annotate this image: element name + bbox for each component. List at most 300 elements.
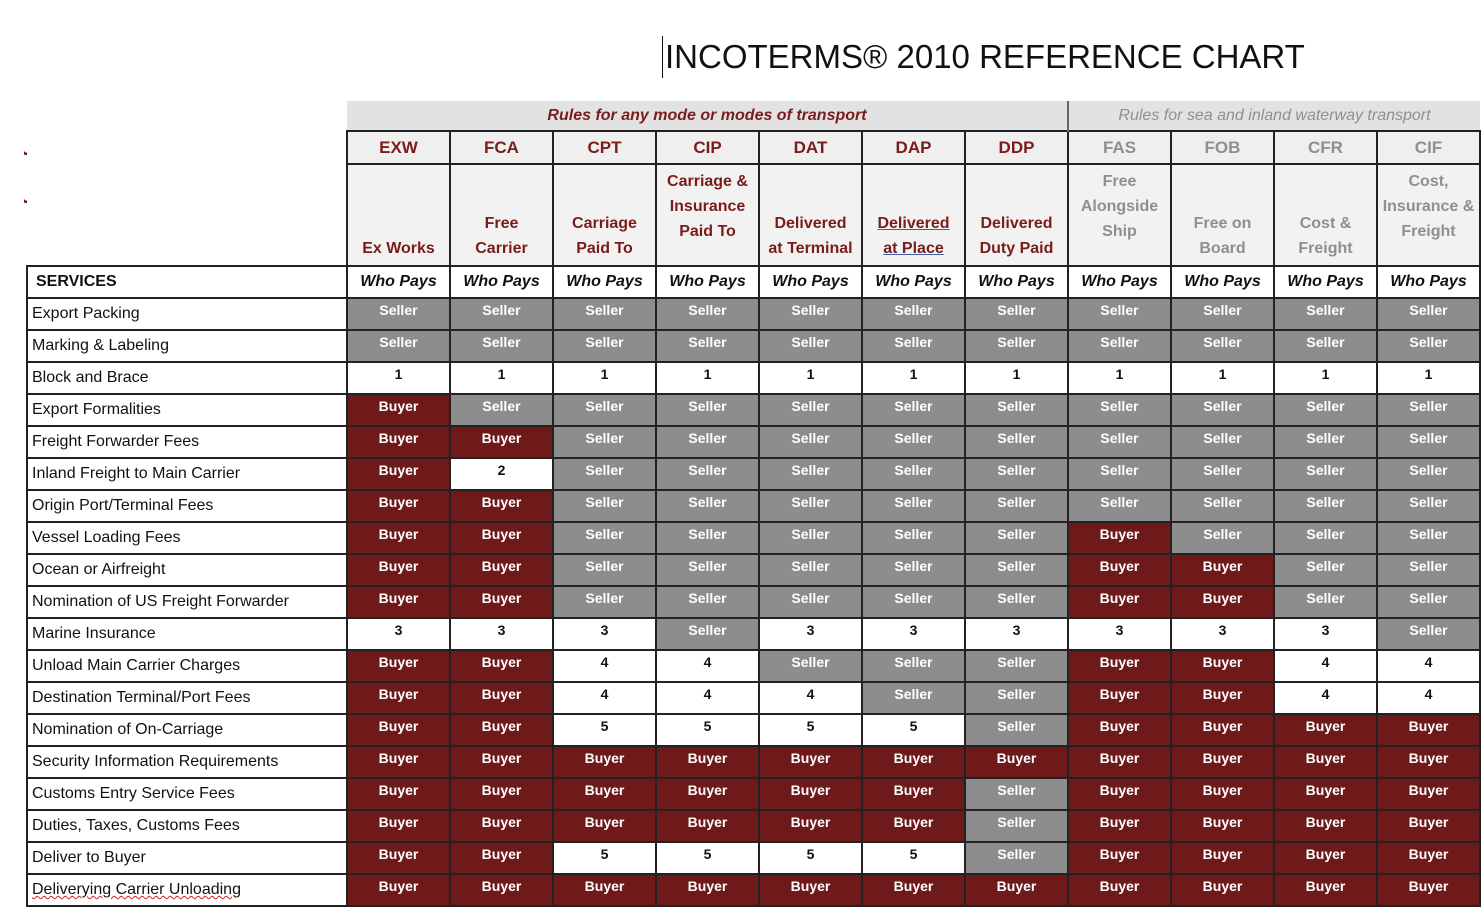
service-name [27, 778, 347, 810]
service-label: Deliverying Carrier Unloading [32, 881, 241, 898]
cell-dap-num: 5 [862, 714, 965, 746]
cell-cip-seller: Seller [656, 586, 759, 618]
cell-cfr-buyer: Buyer [1274, 874, 1377, 906]
cell-dat-seller: Seller [759, 586, 862, 618]
cell-cif-seller: Seller [1377, 330, 1480, 362]
cell-fas-seller: Seller [1068, 394, 1171, 426]
cell-ddp-buyer: Buyer [965, 874, 1068, 906]
table-row [27, 458, 1480, 490]
cell-ddp-seller: Seller [965, 298, 1068, 330]
cell-cip-seller: Seller [656, 298, 759, 330]
cell-exw-num: 1 [347, 362, 450, 394]
cell-fas-buyer: Buyer [1068, 554, 1171, 586]
cell-cfr-seller: Seller [1274, 490, 1377, 522]
table-row [27, 746, 1480, 778]
service-name [27, 682, 347, 714]
cell-ddp-seller: Seller [965, 554, 1068, 586]
cell-ddp-seller: Seller [965, 778, 1068, 810]
cell-ddp-seller: Seller [965, 714, 1068, 746]
term-desc-line: at Place [883, 240, 944, 257]
cell-dap-buyer: Buyer [862, 746, 965, 778]
cell-fca-buyer: Buyer [450, 650, 553, 682]
term-desc-cip [656, 164, 759, 266]
who-pays-cip: Who Pays [656, 266, 759, 298]
term-desc-line: Freight [1298, 240, 1353, 257]
logo-area [27, 101, 347, 266]
cell-ddp-buyer: Buyer [965, 746, 1068, 778]
service-name [27, 522, 347, 554]
term-code-ddp: DDP [965, 131, 1068, 164]
table-row [27, 330, 1480, 362]
cell-exw-buyer: Buyer [347, 554, 450, 586]
term-code-dat: DAT [759, 131, 862, 164]
who-pays-ddp: Who Pays [965, 266, 1068, 298]
cell-cif-num: 4 [1377, 650, 1480, 682]
service-label: Deliver to Buyer [32, 849, 146, 866]
services-header: SERVICES [27, 266, 347, 298]
cell-exw-buyer: Buyer [347, 714, 450, 746]
term-desc-line: Cost & [1299, 215, 1352, 232]
cell-cpt-seller: Seller [553, 490, 656, 522]
cell-cif-seller: Seller [1377, 490, 1480, 522]
cell-dap-seller: Seller [862, 298, 965, 330]
cell-fob-seller: Seller [1171, 522, 1274, 554]
term-desc-line: Ex Works [362, 240, 435, 257]
cell-exw-buyer: Buyer [347, 426, 450, 458]
table-row [27, 810, 1480, 842]
term-desc-line: Free [484, 215, 519, 232]
service-label: Ocean or Airfreight [32, 561, 166, 578]
cell-fas-buyer: Buyer [1068, 650, 1171, 682]
cell-exw-seller: Seller [347, 298, 450, 330]
term-desc-cif [1377, 164, 1480, 266]
service-label: Customs Entry Service Fees [32, 785, 235, 802]
cell-fob-buyer: Buyer [1171, 554, 1274, 586]
cell-exw-buyer: Buyer [347, 458, 450, 490]
term-desc-line: Carriage [572, 215, 637, 232]
cell-ddp-seller: Seller [965, 490, 1068, 522]
cell-exw-buyer: Buyer [347, 682, 450, 714]
cell-fas-buyer: Buyer [1068, 714, 1171, 746]
cell-exw-buyer: Buyer [347, 778, 450, 810]
cell-cpt-num: 3 [553, 618, 656, 650]
cell-dap-num: 5 [862, 842, 965, 874]
cell-cip-buyer: Buyer [656, 874, 759, 906]
cell-fob-num: 1 [1171, 362, 1274, 394]
cell-cip-seller: Seller [656, 618, 759, 650]
cell-dat-seller: Seller [759, 394, 862, 426]
cell-exw-buyer: Buyer [347, 490, 450, 522]
cell-cip-buyer: Buyer [656, 778, 759, 810]
cell-ddp-seller: Seller [965, 522, 1068, 554]
cell-fas-num: 1 [1068, 362, 1171, 394]
cell-cpt-seller: Seller [553, 586, 656, 618]
cell-fca-num: 2 [450, 458, 553, 490]
cell-fca-buyer: Buyer [450, 554, 553, 586]
cell-fca-num: 3 [450, 618, 553, 650]
cell-exw-num: 3 [347, 618, 450, 650]
table-row [27, 842, 1480, 874]
cell-cif-seller: Seller [1377, 586, 1480, 618]
cell-cfr-num: 4 [1274, 650, 1377, 682]
cell-cfr-buyer: Buyer [1274, 714, 1377, 746]
cell-dat-num: 4 [759, 682, 862, 714]
cell-cif-buyer: Buyer [1377, 874, 1480, 906]
cell-cfr-seller: Seller [1274, 394, 1377, 426]
cell-fob-buyer: Buyer [1171, 650, 1274, 682]
service-name [27, 810, 347, 842]
cell-dat-buyer: Buyer [759, 778, 862, 810]
cell-ddp-num: 1 [965, 362, 1068, 394]
who-pays-cfr: Who Pays [1274, 266, 1377, 298]
cell-fca-buyer: Buyer [450, 682, 553, 714]
chart-title: INCOTERMS® 2010 REFERENCE CHART [662, 36, 1305, 78]
cell-cfr-buyer: Buyer [1274, 778, 1377, 810]
cell-dap-buyer: Buyer [862, 810, 965, 842]
cell-fob-buyer: Buyer [1171, 714, 1274, 746]
cell-cif-num: 1 [1377, 362, 1480, 394]
term-desc-cfr [1274, 164, 1377, 266]
cell-cip-num: 5 [656, 714, 759, 746]
table-row [27, 426, 1480, 458]
term-desc-line: Paid To [679, 223, 736, 240]
term-desc-line: Delivered [980, 215, 1053, 232]
service-name [27, 426, 347, 458]
cell-cip-seller: Seller [656, 426, 759, 458]
table-row [27, 586, 1480, 618]
service-label: Origin Port/Terminal Fees [32, 497, 214, 514]
cell-cpt-seller: Seller [553, 330, 656, 362]
cell-fca-buyer: Buyer [450, 810, 553, 842]
cell-cfr-seller: Seller [1274, 298, 1377, 330]
term-code-fas: FAS [1068, 131, 1171, 164]
table-row [27, 554, 1480, 586]
cell-cpt-buyer: Buyer [553, 874, 656, 906]
cell-fob-buyer: Buyer [1171, 874, 1274, 906]
service-name [27, 586, 347, 618]
service-name [27, 714, 347, 746]
cell-fca-buyer: Buyer [450, 522, 553, 554]
cell-cif-seller: Seller [1377, 426, 1480, 458]
cell-cpt-num: 5 [553, 842, 656, 874]
cell-cpt-seller: Seller [553, 426, 656, 458]
group-sea: Rules for sea and inland waterway transport [1068, 101, 1480, 131]
service-name [27, 362, 347, 394]
service-name [27, 618, 347, 650]
cell-dat-seller: Seller [759, 490, 862, 522]
cell-fob-buyer: Buyer [1171, 586, 1274, 618]
term-code-cip: CIP [656, 131, 759, 164]
service-label: Block and Brace [32, 369, 149, 386]
cell-fas-buyer: Buyer [1068, 778, 1171, 810]
cell-cif-seller: Seller [1377, 522, 1480, 554]
cell-cfr-seller: Seller [1274, 522, 1377, 554]
cell-cip-seller: Seller [656, 394, 759, 426]
term-desc-line: Insurance & [1382, 198, 1475, 215]
table-row [27, 778, 1480, 810]
cell-fas-seller: Seller [1068, 330, 1171, 362]
cell-dat-seller: Seller [759, 554, 862, 586]
cell-cip-seller: Seller [656, 458, 759, 490]
cell-fob-buyer: Buyer [1171, 746, 1274, 778]
cell-dat-seller: Seller [759, 426, 862, 458]
cell-fas-seller: Seller [1068, 458, 1171, 490]
cell-fca-buyer: Buyer [450, 842, 553, 874]
cell-cpt-buyer: Buyer [553, 778, 656, 810]
cell-fas-seller: Seller [1068, 490, 1171, 522]
term-desc-line: at Terminal [768, 240, 853, 257]
cell-cip-num: 4 [656, 650, 759, 682]
cell-dap-buyer: Buyer [862, 874, 965, 906]
cell-fas-seller: Seller [1068, 426, 1171, 458]
cell-cfr-seller: Seller [1274, 426, 1377, 458]
cell-fca-buyer: Buyer [450, 746, 553, 778]
cell-exw-seller: Seller [347, 330, 450, 362]
cell-dap-seller: Seller [862, 650, 965, 682]
term-desc-fca [450, 164, 553, 266]
term-desc-line: Delivered [877, 215, 950, 232]
cell-dat-num: 5 [759, 842, 862, 874]
cell-cip-num: 4 [656, 682, 759, 714]
cell-dap-num: 1 [862, 362, 965, 394]
cell-dat-seller: Seller [759, 522, 862, 554]
cell-ddp-seller: Seller [965, 458, 1068, 490]
cell-dat-num: 5 [759, 714, 862, 746]
cell-fas-buyer: Buyer [1068, 586, 1171, 618]
cell-exw-buyer: Buyer [347, 650, 450, 682]
cell-cfr-seller: Seller [1274, 330, 1377, 362]
cell-fca-num: 1 [450, 362, 553, 394]
service-label: Vessel Loading Fees [32, 529, 181, 546]
cell-cfr-seller: Seller [1274, 554, 1377, 586]
cell-cif-buyer: Buyer [1377, 842, 1480, 874]
service-name [27, 394, 347, 426]
cell-fas-num: 3 [1068, 618, 1171, 650]
cell-cpt-num: 4 [553, 682, 656, 714]
cell-dat-buyer: Buyer [759, 746, 862, 778]
service-label: Export Packing [32, 305, 140, 322]
table-row [27, 874, 1480, 906]
term-code-dap: DAP [862, 131, 965, 164]
cell-cfr-seller: Seller [1274, 586, 1377, 618]
term-code-exw: EXW [347, 131, 450, 164]
who-pays-row [27, 266, 1480, 298]
cell-cip-seller: Seller [656, 330, 759, 362]
cell-cif-seller: Seller [1377, 458, 1480, 490]
term-desc-line: Cost, [1408, 173, 1449, 190]
cell-exw-buyer: Buyer [347, 810, 450, 842]
cell-dat-buyer: Buyer [759, 810, 862, 842]
service-name [27, 490, 347, 522]
cell-cfr-num: 1 [1274, 362, 1377, 394]
cell-ddp-num: 3 [965, 618, 1068, 650]
cell-cfr-num: 4 [1274, 682, 1377, 714]
table-row [27, 522, 1480, 554]
term-desc-dap [862, 164, 965, 266]
cell-dap-seller: Seller [862, 490, 965, 522]
cell-fca-buyer: Buyer [450, 714, 553, 746]
table-row [27, 362, 1480, 394]
cell-dat-num: 3 [759, 618, 862, 650]
who-pays-dat: Who Pays [759, 266, 862, 298]
cell-cfr-num: 3 [1274, 618, 1377, 650]
cell-dap-seller: Seller [862, 330, 965, 362]
cell-cpt-seller: Seller [553, 458, 656, 490]
cell-cif-buyer: Buyer [1377, 778, 1480, 810]
table-row [27, 394, 1480, 426]
cell-cfr-buyer: Buyer [1274, 810, 1377, 842]
group-any-mode: Rules for any mode or modes of transport [347, 101, 1068, 131]
cell-dap-seller: Seller [862, 522, 965, 554]
service-name [27, 650, 347, 682]
cell-ddp-seller: Seller [965, 394, 1068, 426]
term-desc-fob [1171, 164, 1274, 266]
cell-dat-buyer: Buyer [759, 874, 862, 906]
service-label: Marking & Labeling [32, 337, 169, 354]
service-name [27, 298, 347, 330]
term-desc-line: Insurance [669, 198, 746, 215]
cell-fas-buyer: Buyer [1068, 746, 1171, 778]
service-label: Destination Terminal/Port Fees [32, 689, 251, 706]
term-desc-exw [347, 164, 450, 266]
service-name [27, 330, 347, 362]
term-desc-line: Duty Paid [979, 240, 1054, 257]
cell-fas-buyer: Buyer [1068, 810, 1171, 842]
table-row [27, 714, 1480, 746]
cell-dat-seller: Seller [759, 330, 862, 362]
cell-fob-buyer: Buyer [1171, 842, 1274, 874]
cell-cpt-num: 4 [553, 650, 656, 682]
term-desc-line: Freight [1401, 223, 1456, 240]
who-pays-cif: Who Pays [1377, 266, 1480, 298]
service-name [27, 746, 347, 778]
cell-dap-seller: Seller [862, 586, 965, 618]
cell-exw-buyer: Buyer [347, 842, 450, 874]
who-pays-exw: Who Pays [347, 266, 450, 298]
table-row [27, 650, 1480, 682]
cell-dap-seller: Seller [862, 458, 965, 490]
cell-fca-buyer: Buyer [450, 426, 553, 458]
term-desc-line: Carriage & [667, 173, 748, 190]
who-pays-fca: Who Pays [450, 266, 553, 298]
cell-cfr-buyer: Buyer [1274, 746, 1377, 778]
cell-fob-seller: Seller [1171, 490, 1274, 522]
term-code-fob: FOB [1171, 131, 1274, 164]
service-name [27, 874, 347, 906]
who-pays-fob: Who Pays [1171, 266, 1274, 298]
cell-cfr-buyer: Buyer [1274, 842, 1377, 874]
cell-dap-seller: Seller [862, 554, 965, 586]
table-row [27, 298, 1480, 330]
term-desc-line: Alongside [1080, 198, 1159, 215]
who-pays-fas: Who Pays [1068, 266, 1171, 298]
term-desc-line: Paid To [576, 240, 633, 257]
cell-fob-num: 3 [1171, 618, 1274, 650]
cell-ddp-seller: Seller [965, 586, 1068, 618]
service-label: Unload Main Carrier Charges [32, 657, 241, 674]
cell-dat-seller: Seller [759, 650, 862, 682]
term-desc-dat [759, 164, 862, 266]
cell-fob-seller: Seller [1171, 426, 1274, 458]
cell-fca-seller: Seller [450, 330, 553, 362]
cell-cif-seller: Seller [1377, 394, 1480, 426]
cell-cpt-buyer: Buyer [553, 810, 656, 842]
cell-cpt-seller: Seller [553, 298, 656, 330]
cell-fob-buyer: Buyer [1171, 778, 1274, 810]
cell-fca-buyer: Buyer [450, 874, 553, 906]
cell-cip-seller: Seller [656, 490, 759, 522]
cell-ddp-seller: Seller [965, 810, 1068, 842]
cell-cip-num: 1 [656, 362, 759, 394]
term-desc-ddp [965, 164, 1068, 266]
term-desc-cpt [553, 164, 656, 266]
service-label: Security Information Requirements [32, 753, 279, 770]
cell-dap-seller: Seller [862, 682, 965, 714]
cell-cif-buyer: Buyer [1377, 714, 1480, 746]
service-label: Duties, Taxes, Customs Fees [32, 817, 240, 834]
cell-cpt-num: 5 [553, 714, 656, 746]
term-code-cpt: CPT [553, 131, 656, 164]
term-desc-line: Free [1102, 173, 1137, 190]
service-name [27, 554, 347, 586]
cell-dap-seller: Seller [862, 394, 965, 426]
cell-cif-seller: Seller [1377, 554, 1480, 586]
who-pays-cpt: Who Pays [553, 266, 656, 298]
cell-cip-seller: Seller [656, 554, 759, 586]
term-desc-line: Board [1199, 240, 1246, 257]
cell-fob-seller: Seller [1171, 394, 1274, 426]
term-code-cfr: CFR [1274, 131, 1377, 164]
table-row [27, 682, 1480, 714]
cell-ddp-seller: Seller [965, 330, 1068, 362]
cell-exw-buyer: Buyer [347, 586, 450, 618]
cell-fas-buyer: Buyer [1068, 842, 1171, 874]
service-label: Nomination of US Freight Forwarder [32, 593, 289, 610]
cell-cpt-seller: Seller [553, 554, 656, 586]
service-label: Marine Insurance [32, 625, 156, 642]
cell-cpt-buyer: Buyer [553, 746, 656, 778]
term-code-fca: FCA [450, 131, 553, 164]
cell-ddp-seller: Seller [965, 426, 1068, 458]
cell-cpt-seller: Seller [553, 522, 656, 554]
cell-cip-buyer: Buyer [656, 746, 759, 778]
cell-fca-buyer: Buyer [450, 490, 553, 522]
cell-fca-buyer: Buyer [450, 778, 553, 810]
term-desc-line: Carrier [475, 240, 528, 257]
service-label: Export Formalities [32, 401, 161, 418]
cell-dat-seller: Seller [759, 458, 862, 490]
service-label: Freight Forwarder Fees [32, 433, 200, 450]
service-name [27, 842, 347, 874]
cell-cpt-num: 1 [553, 362, 656, 394]
cell-fca-seller: Seller [450, 394, 553, 426]
cell-cif-buyer: Buyer [1377, 810, 1480, 842]
cell-cip-num: 5 [656, 842, 759, 874]
cell-cfr-seller: Seller [1274, 458, 1377, 490]
who-pays-dap: Who Pays [862, 266, 965, 298]
cell-fob-seller: Seller [1171, 298, 1274, 330]
cell-fca-seller: Seller [450, 298, 553, 330]
cell-fob-seller: Seller [1171, 330, 1274, 362]
cell-fob-buyer: Buyer [1171, 682, 1274, 714]
cell-ddp-seller: Seller [965, 650, 1068, 682]
cell-dap-buyer: Buyer [862, 778, 965, 810]
term-desc-line: Delivered [774, 215, 847, 232]
term-desc-line: Free on [1193, 215, 1252, 232]
cell-dap-num: 3 [862, 618, 965, 650]
cell-cip-buyer: Buyer [656, 810, 759, 842]
table-row [27, 490, 1480, 522]
